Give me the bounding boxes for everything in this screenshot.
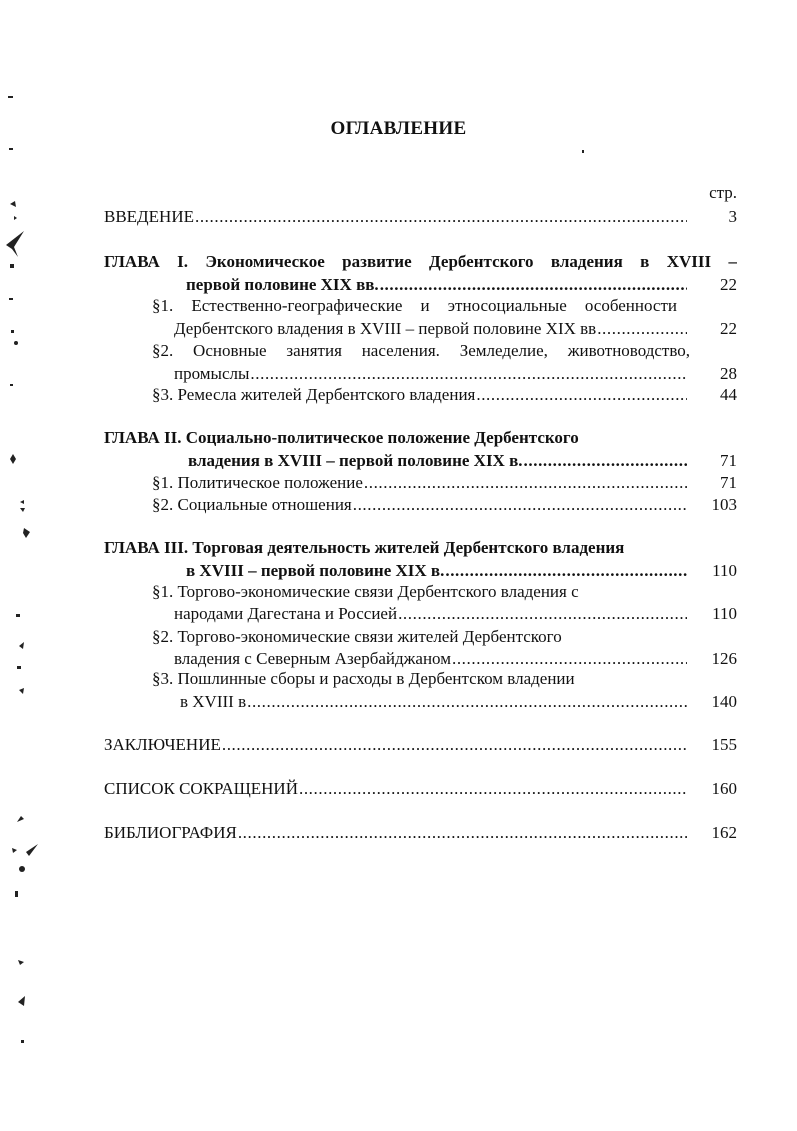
toc-page-ch1-section-2: 28 — [720, 364, 737, 383]
toc-ch2-section-1[interactable]: §1. Политическое положение ..... — [152, 472, 687, 494]
toc-chapter-2-title-cont[interactable]: владения в XVIII – первой половине XIX в. ..... — [188, 450, 687, 472]
toc-page-chapter-1: 22 — [720, 275, 737, 294]
toc-page-chapter-3: 110 — [712, 561, 737, 580]
toc-page-ch2-section-2: 103 — [711, 495, 737, 514]
toc-ch3-section-2-cont[interactable]: владения с Северным Азербайджаном ..... — [174, 648, 687, 670]
toc-page-ch3-section-1: 110 — [712, 604, 737, 623]
toc-chapter-3-title[interactable]: ГЛАВА III. Торговая деятельность жителей Дербентского владения — [104, 538, 625, 557]
toc-ch1-section-1-cont[interactable]: Дербентского владения в XVIII – первой половине XIX вв ..... — [174, 318, 687, 340]
toc-chapter-1-title-cont[interactable]: первой половине XIX вв. ..... — [186, 274, 687, 296]
toc-chapter-1-title[interactable]: ГЛАВА I. Экономическое развитие Дербентского владения в XVIII – — [104, 252, 737, 271]
toc-ch3-section-3[interactable]: §3. Пошлинные сборы и расходы в Дербентском владении — [152, 669, 575, 688]
toc-ch3-section-1-cont[interactable]: народами Дагестана и Россией ..... — [174, 603, 687, 625]
toc-ch1-section-2[interactable]: §2. Основные занятия населения. Земледелие, животноводство, — [152, 341, 690, 360]
toc-page-ch3-section-2: 126 — [711, 649, 737, 668]
toc-chapter-2-title[interactable]: ГЛАВА II. Социально-политическое положение Дербентского — [104, 428, 579, 447]
toc-entry-bibliography[interactable]: БИБЛИОГРАФИЯ ..... — [104, 822, 687, 844]
toc-page-ch1-section-1: 22 — [720, 319, 737, 338]
toc-chapter-3-title-cont[interactable]: в XVIII – первой половине XIX в. ..... — [186, 560, 687, 582]
toc-ch1-section-1[interactable]: §1. Естественно-географические и этносоциальные особенности — [152, 296, 677, 315]
toc-page-ch1-section-3: 44 — [720, 385, 737, 404]
toc-ch3-section-1[interactable]: §1. Торгово-экономические связи Дербентского владения с — [152, 582, 579, 601]
toc-page-abbreviations: 160 — [711, 779, 737, 798]
toc-page-chapter-2: 71 — [720, 451, 737, 470]
toc-page-ch3-section-3: 140 — [711, 692, 737, 711]
toc-entry-intro[interactable]: ВВЕДЕНИЕ ..... — [104, 206, 687, 228]
toc-page-ch2-section-1: 71 — [720, 473, 737, 492]
toc-entry-conclusion[interactable]: ЗАКЛЮЧЕНИЕ ..... — [104, 734, 687, 756]
toc-ch3-section-2[interactable]: §2. Торгово-экономические связи жителей Дербентского — [152, 627, 562, 646]
page-column-label: стр. — [709, 183, 737, 202]
toc-ch2-section-2[interactable]: §2. Социальные отношения ..... — [152, 494, 687, 516]
toc-page-conclusion: 155 — [711, 735, 737, 754]
toc-ch3-section-3-cont[interactable]: в XVIII в ..... — [180, 691, 687, 713]
page-title: ОГЛАВЛЕНИЕ — [330, 118, 467, 139]
toc-ch1-section-2-cont[interactable]: промыслы ..... — [174, 363, 687, 385]
toc-page-bibliography: 162 — [711, 823, 737, 842]
toc-ch1-section-3[interactable]: §3. Ремесла жителей Дербентского владения ..... — [152, 384, 687, 406]
toc-entry-abbreviations[interactable]: СПИСОК СОКРАЩЕНИЙ ..... — [104, 778, 687, 800]
toc-page-intro: 3 — [728, 207, 737, 226]
